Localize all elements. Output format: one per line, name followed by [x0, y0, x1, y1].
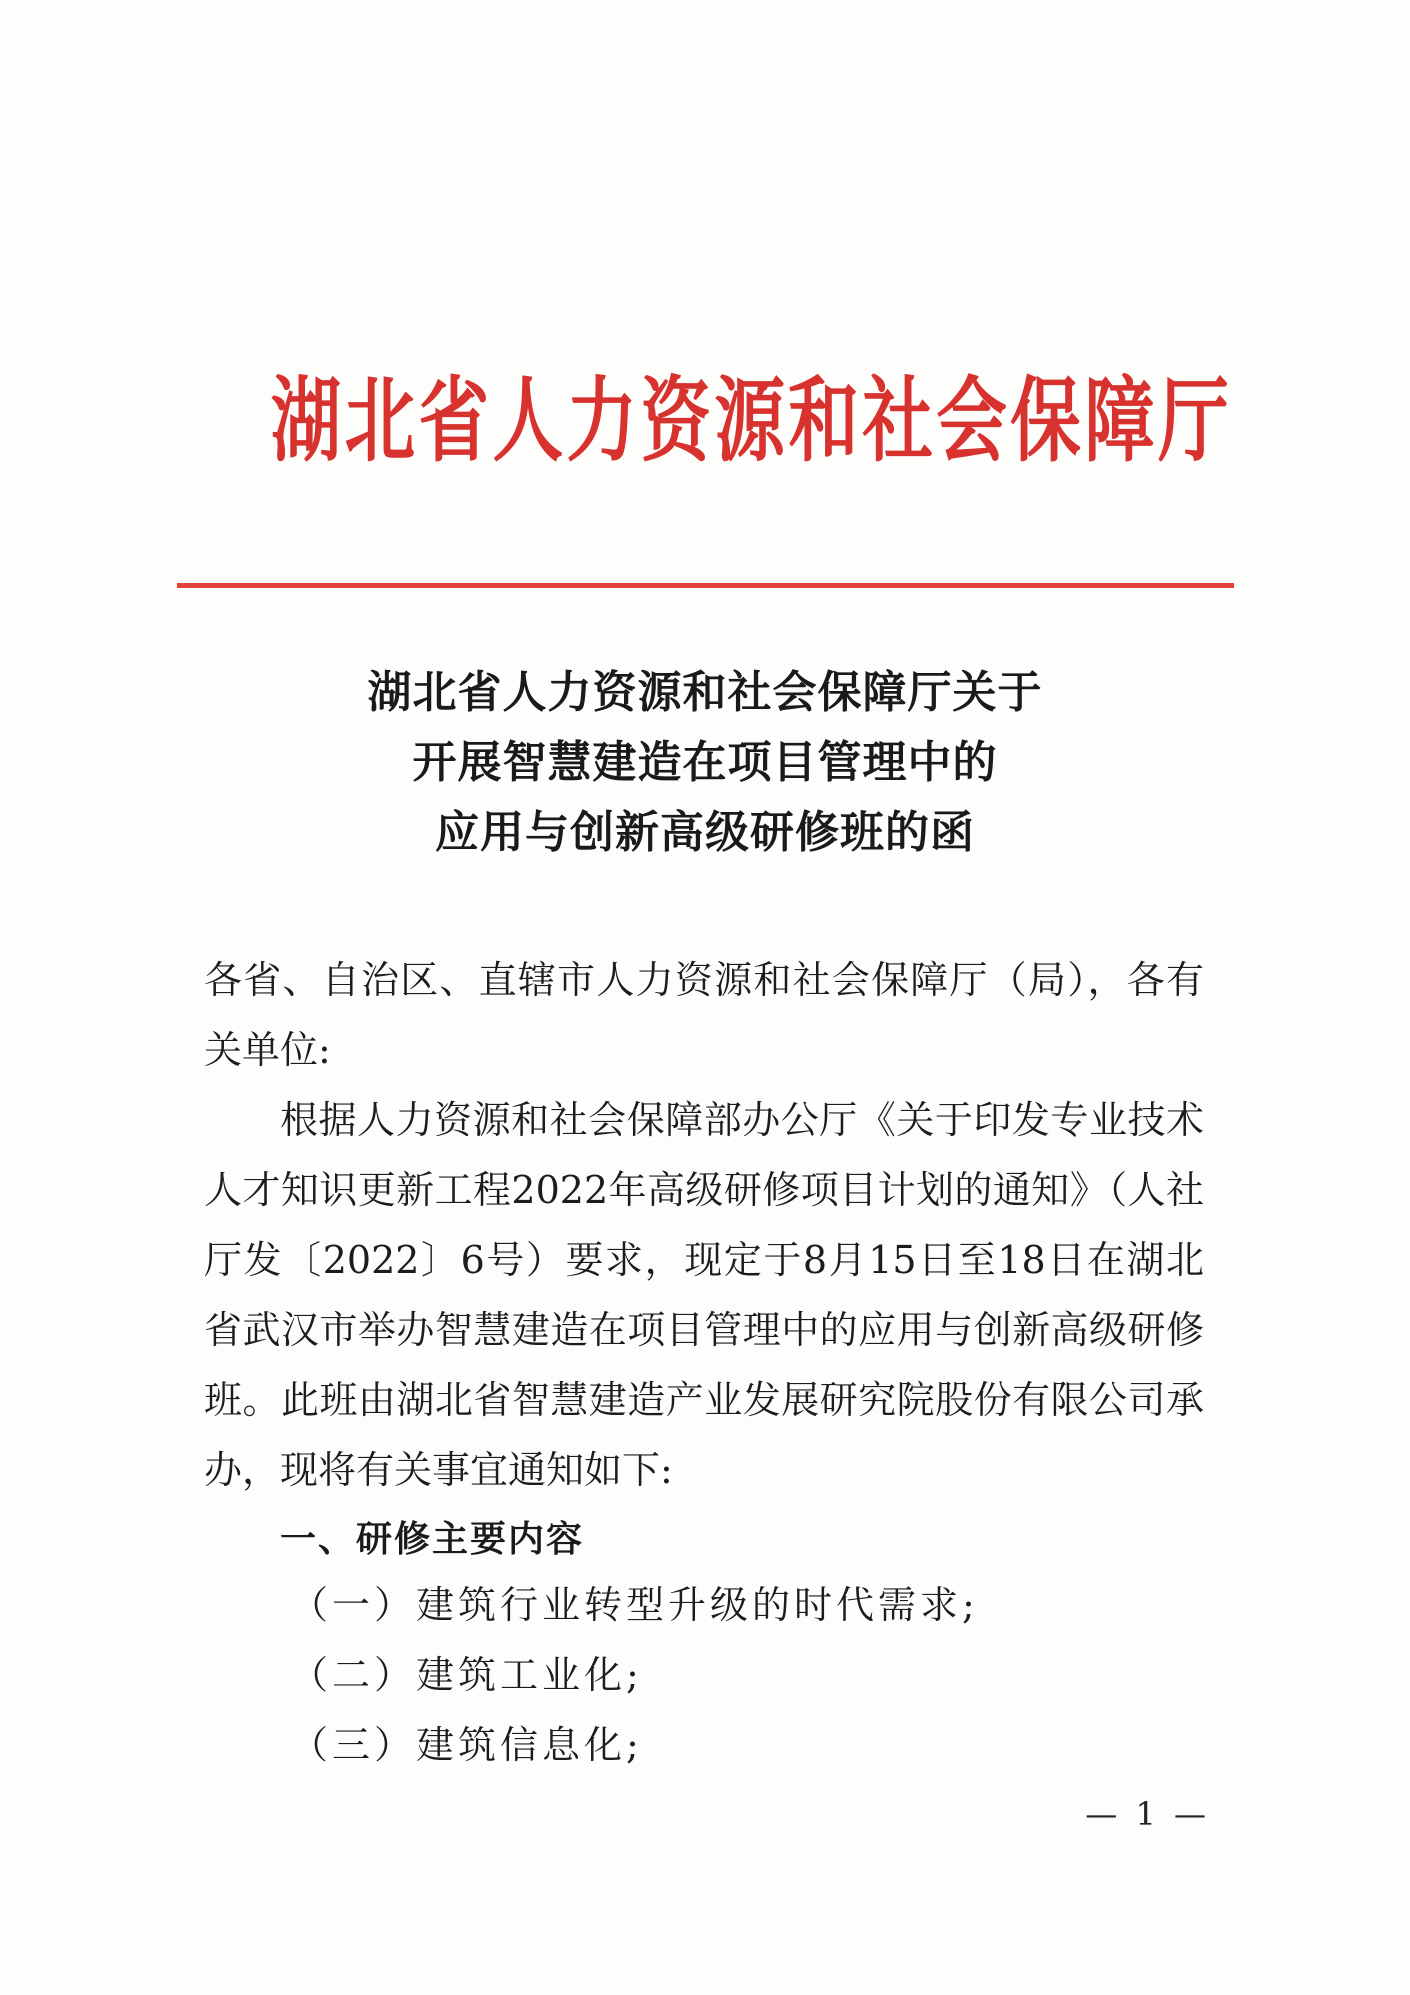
title-line-3: 应用与创新高级研修班的函 [435, 807, 975, 858]
issuing-agency-header: 湖北省人力资源和社会保障厅 [270, 368, 1233, 475]
content-list [290, 1570, 1190, 1780]
salutation: 各省、自治区、直辖市人力资源和社会保障厅（局），各有关单位: [204, 958, 1204, 1072]
red-divider-line [177, 583, 1234, 588]
title-line-1: 湖北省人力资源和社会保障厅关于 [367, 667, 1043, 718]
page-number: — 1 — [1085, 1795, 1210, 1833]
body-paragraph: 根据人力资源和社会保障部办公厅《关于印发专业技术人才知识更新工程2022年高级研修项目计划的通知》（人社厅发〔2022〕6号）要求，现定于8月15日至18日在湖北省武汉市举办智慧建造在项目管理中的应用与创新高级研修班。此班由湖北省智慧建造产业发展研究院股份有限公司承办，现将有关事宜通知如下: [204, 1098, 1204, 1492]
list-item: （一）建筑行业转型升级的时代需求; [290, 1583, 979, 1627]
list-item: （二）建筑工业化; [290, 1653, 643, 1697]
list-item: （三）建筑信息化; [290, 1723, 643, 1767]
document-title [200, 658, 1210, 868]
title-line-2: 开展智慧建造在项目管理中的 [412, 737, 998, 788]
section-heading: 一、研修主要内容 [280, 1519, 585, 1560]
